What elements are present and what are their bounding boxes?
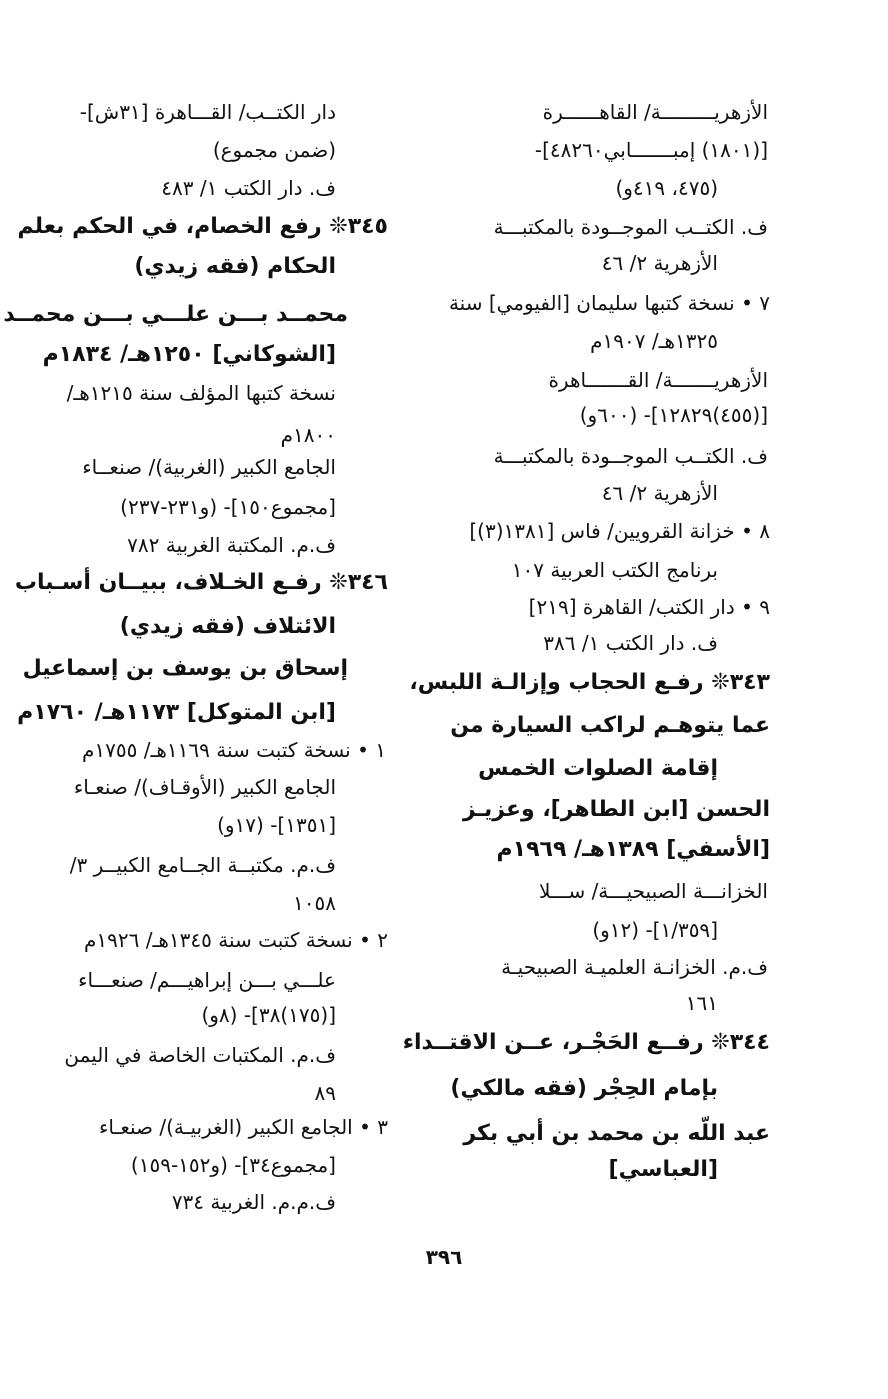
left-column-text-line: [(١٧٥)٣٨]- (٨و): [201, 1003, 336, 1027]
right-column-text-line: ١٣٢٥هـ/ ١٩٠٧م: [590, 329, 718, 353]
left-column-text-line: ف.م. المكتبات الخاصة في اليمن: [64, 1043, 336, 1067]
left-column-text-line: [ابن المتوكل] ١١٧٣هـ/ ١٧٦٠م: [17, 700, 336, 725]
right-column-text-line: بإمام الحِجْر (فقه مالكي): [450, 1076, 718, 1101]
left-column-text-line: ١٨٠٠م: [280, 423, 336, 447]
left-column-text-line: ف.م.م. الغربية ٧٣٤: [171, 1190, 336, 1214]
right-column-text-line: الأزهريـــــــة/ القـــــــاهرة: [548, 368, 768, 392]
right-column-text-line: ٣٤٣❊ رفـع الحجاب وإزالـة اللبس،: [409, 670, 770, 695]
left-column-text-line: ٣٤٥❊ رفع الخصام، في الحكم بعلم: [17, 214, 388, 239]
right-column-text-line: ف. دار الكتب ١/ ٣٨٦: [543, 631, 718, 655]
left-column-text-line: محمــد بـــن علـــي بـــن محمــد: [3, 302, 348, 327]
right-column-text-line: ف.م. الخزانـة العلميـة الصبيحيـة: [501, 955, 768, 979]
right-column-text-line: (٤٧٥، ٤١٩و): [615, 176, 718, 200]
right-column-text-line: [الأسفي] ١٣٨٩هـ/ ١٩٦٩م: [496, 837, 770, 862]
left-column-text-line: ٨٩: [314, 1081, 336, 1105]
left-column-text-line: ٢ • نسخة كتبت سنة ١٣٤٥هـ/ ١٩٢٦م: [84, 928, 388, 952]
right-column-text-line: الأزهرية ٢/ ٤٦: [601, 481, 718, 505]
left-column-text-line: علـــي بـــن إبراهيـــم/ صنعـــاء: [78, 968, 336, 992]
right-column-text-line: الخزانـــة الصبيحيـــة/ ســـلا: [538, 879, 768, 903]
left-column-text-line: [مجموع٣٤]- (و١٥٢-١٥٩): [130, 1153, 336, 1177]
left-column-text-line: [الشوكاني] ١٢٥٠هـ/ ١٨٣٤م: [42, 342, 336, 367]
right-column-text-line: إقامة الصلوات الخمس: [478, 756, 718, 781]
left-column-text-line: الجامع الكبير (الغربية)/ صنعــاء: [82, 455, 336, 479]
right-column-text-line: الأزهرية ٢/ ٤٦: [601, 251, 718, 275]
right-column-text-line: [١/٣٥٩]- (١٢و): [592, 918, 718, 942]
left-column-text-line: ف.م. المكتبة الغربية ٧٨٢: [127, 533, 336, 557]
left-column-text-line: الحكام (فقه زيدي): [134, 254, 336, 279]
left-column-text-line: [١٣٥١]- (١٧و): [217, 813, 336, 837]
left-column-text-line: إسحاق بن يوسف بن إسماعيل: [22, 656, 348, 681]
right-column-text-line: [(١٨٠١) إمبـــــــابي٤٨٢٦٠]-: [534, 138, 768, 162]
left-column-text-line: الائتلاف (فقه زيدي): [119, 614, 336, 639]
page-number: ٣٩٦: [425, 1245, 463, 1269]
right-column-text-line: ٨ • خزانة القرويين/ فاس [١٣٨١(٣)]: [469, 519, 770, 543]
right-column-text-line: الأزهريـــــــــة/ القاهــــــرة: [542, 100, 768, 124]
left-column-text-line: [مجموع١٥٠]- (و٢٣١-٢٣٧): [120, 495, 336, 519]
left-column-text-line: (ضمن مجموع): [212, 138, 336, 162]
right-column-text-line: عما يتوهـم لراكب السيارة من: [450, 713, 770, 738]
left-column-text-line: الجامع الكبير (الأوقـاف)/ صنعـاء: [73, 775, 336, 799]
left-column-text-line: نسخة كتبها المؤلف سنة ١٢١٥هـ/: [66, 381, 336, 405]
right-column-text-line: عبد اللّه بن محمد بن أبي بكر: [463, 1121, 770, 1146]
left-column-text-line: دار الكتــب/ القـــاهرة [٣١ش]-: [79, 100, 336, 124]
right-column-text-line: ف. الكتــب الموجــودة بالمكتبـــة: [493, 215, 768, 239]
right-column-text-line: ف. الكتــب الموجــودة بالمكتبـــة: [493, 444, 768, 468]
right-column-text-line: [العباسي]: [608, 1157, 718, 1182]
left-column-text-line: ف.م. مكتبــة الجــامع الكبيــر ٣/: [69, 853, 336, 877]
left-column-text-line: ١٠٥٨: [293, 891, 336, 915]
right-column-text-line: [(٤٥٥)١٢٨٢٩]- (٦٠٠و): [579, 403, 768, 427]
right-column-text-line: الحسن [ابن الطاهر]، وعزيـز: [462, 797, 770, 822]
right-column-text-line: ٧ • نسخة كتبها سليمان [الفيومي] سنة: [448, 291, 770, 315]
left-column-text-line: ف. دار الكتب ١/ ٤٨٣: [161, 176, 336, 200]
right-column-text-line: ٩ • دار الكتب/ القاهرة [٢١٩]: [528, 595, 770, 619]
left-column-text-line: ١ • نسخة كتبت سنة ١١٦٩هـ/ ١٧٥٥م: [82, 738, 386, 762]
right-column-text-line: ١٦١: [685, 991, 718, 1015]
left-column-text-line: ٣٤٦❊ رفـع الخـلاف، ببيــان أسـباب: [14, 570, 388, 595]
right-column-text-line: ٣٤٤❊ رفــع الحَجْـر، عــن الاقتــداء: [402, 1030, 770, 1055]
left-column-text-line: ٣ • الجامع الكبير (الغربيـة)/ صنعـاء: [98, 1115, 388, 1139]
right-column-text-line: برنامج الكتب العربية ١٠٧: [511, 558, 718, 582]
